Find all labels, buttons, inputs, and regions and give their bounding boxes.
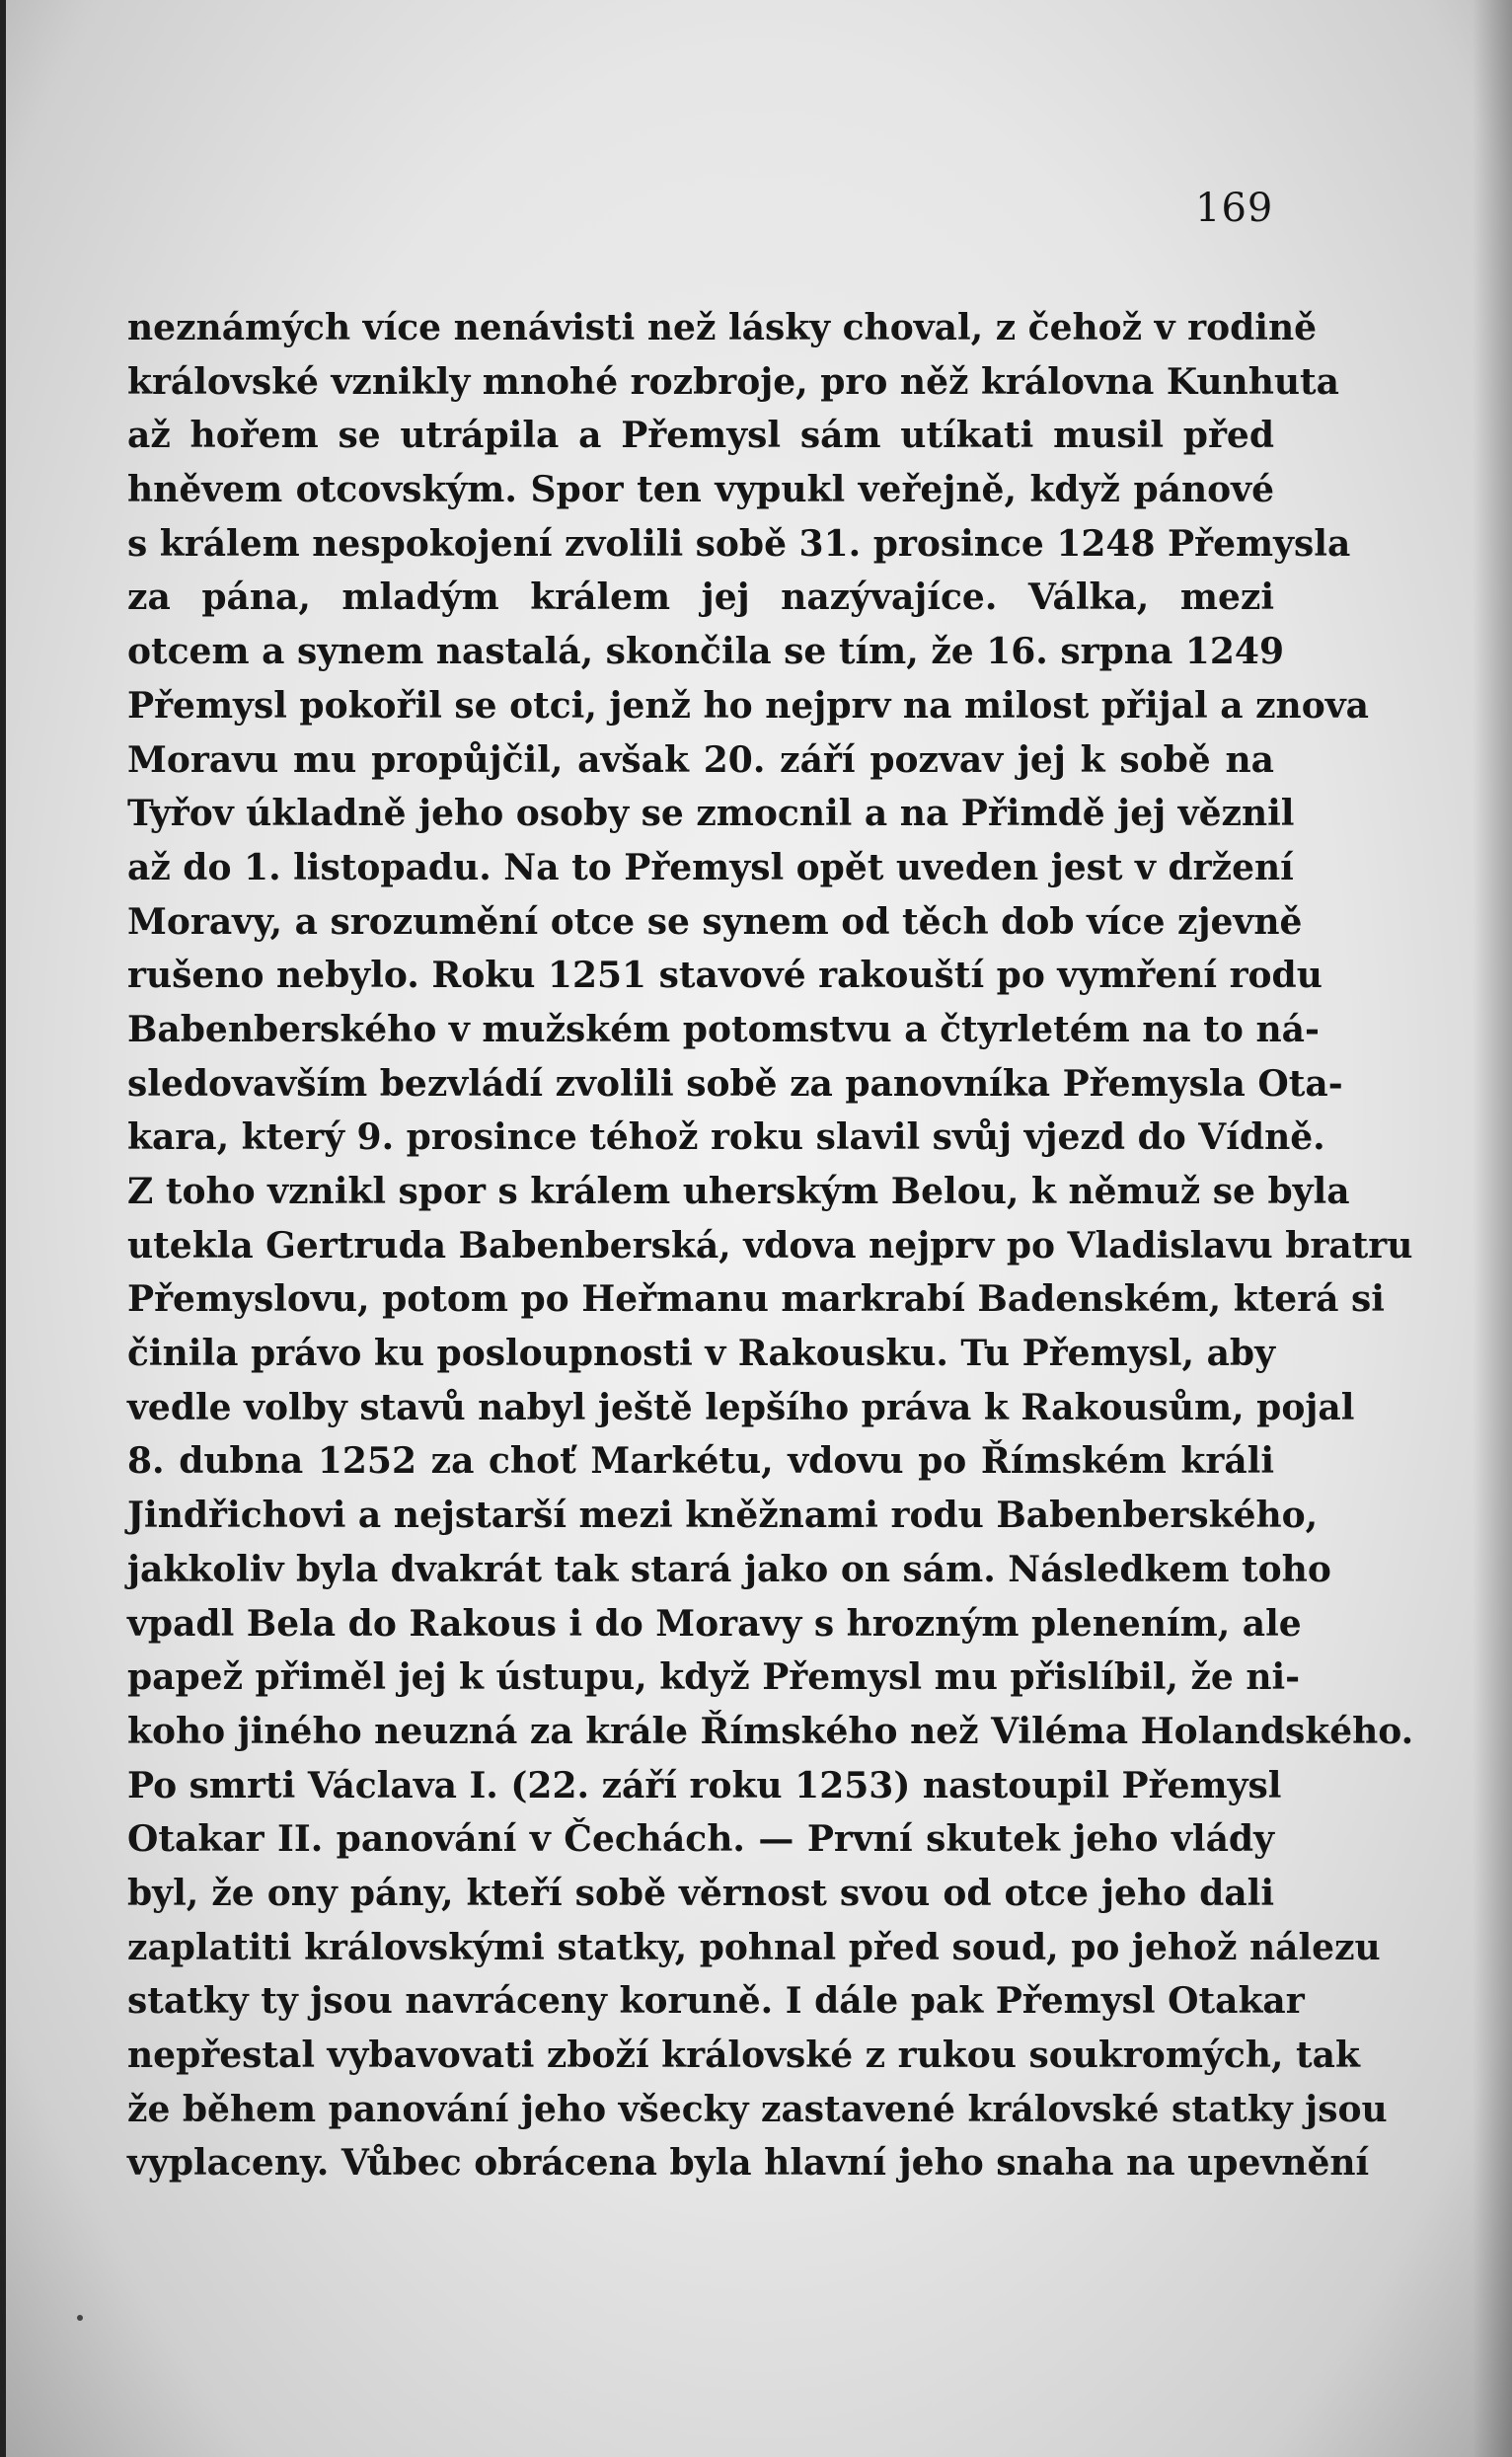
text-line: neznámých více nenávisti než lásky choval, z čehož v rodině: [127, 307, 1318, 348]
text-line: Po smrti Václava I. (22. září roku 1253) nastoupil Přemysl: [127, 1764, 1282, 1806]
text-line: činila právo ku posloupnosti v Rakousku. Tu Přemysl, aby: [127, 1333, 1276, 1375]
text-line: až hořem se utrápila a Přemysl sám utíkati musil před: [127, 415, 1274, 457]
text-line: nepřestal vybavovati zboží královské z rukou soukromých, tak: [127, 2035, 1360, 2076]
text-line: Z toho vznikl spor s králem uherským Belou, k němuž se byla: [127, 1171, 1350, 1212]
text-line: za pána, mladým králem jej nazývajíce. Válka, mezi: [127, 576, 1274, 619]
text-line: s králem nespokojení zvolili sobě 31. prosince 1248 Přemysla: [127, 522, 1351, 565]
page-edge-shadow: [1473, 0, 1512, 2457]
text-line: hněvem otcovským. Spor ten vypukl veřejně, když pánové: [127, 469, 1274, 511]
text-line: vyplaceny. Vůbec obrácena byla hlavní jeho snaha na upevnění: [127, 2142, 1370, 2185]
text-line: zaplatiti královskými statky, pohnal před soud, po jehož nálezu: [127, 1926, 1381, 1968]
page-number: 169: [1195, 186, 1274, 231]
text-line: kara, který 9. prosince téhož roku slavil svůj vjezd do Vídně.: [127, 1116, 1325, 1159]
text-line: koho jiného neuzná za krále Římského než Viléma Holandského.: [127, 1710, 1414, 1752]
text-line: Babenberského v mužském potomstvu a čtyrletém na to ná-: [127, 1008, 1320, 1050]
text-line: že během panování jeho všecky zastavené královské statky jsou: [127, 2088, 1388, 2130]
text-line: Tyřov úkladně jeho osoby se zmocnil a na Přimdě jej věznil: [127, 793, 1295, 835]
body-text: [127, 301, 1414, 2190]
text-line: královské vznikly mnohé rozbroje, pro něž královna Kunhuta: [127, 360, 1339, 403]
text-line: otcem a synem nastalá, skončila se tím, že 16. srpna 1249: [127, 631, 1285, 673]
text-line: statky ty jsou navráceny koruně. I dále pak Přemysl Otakar: [127, 1980, 1305, 2023]
text-line: Přemysl pokořil se otci, jenž ho nejprv na milost přijal a znova: [127, 684, 1369, 727]
text-line: jakkoliv byla dvakrát tak stará jako on sám. Následkem toho: [127, 1548, 1331, 1590]
text-line: Jindřichovi a nejstarší mezi kněžnami rodu Babenberského,: [127, 1495, 1319, 1537]
text-line: Moravu mu propůjčil, avšak 20. září pozvav jej k sobě na: [127, 738, 1274, 781]
text-line: vpadl Bela do Rakous i do Moravy s hrozným plenením, ale: [127, 1602, 1302, 1645]
text-line: Otakar II. panování v Čechách. — První skutek jeho vlády: [127, 1818, 1274, 1861]
text-line: 8. dubna 1252 za choť Markétu, vdovu po Římském králi: [127, 1440, 1274, 1483]
text-line: papež přiměl jej k ústupu, když Přemysl mu přislíbil, že ni-: [127, 1656, 1301, 1699]
text-line: byl, že ony pány, kteří sobě věrnost svou od otce jeho dali: [127, 1872, 1274, 1914]
text-line: utekla Gertruda Babenberská, vdova nejprv po Vladislavu bratru: [127, 1224, 1413, 1267]
text-line: rušeno nebylo. Roku 1251 stavové rakouští po vymření rodu: [127, 955, 1323, 997]
text-line: Přemyslovu, potom po Heřmanu markrabí Badenském, která si: [127, 1278, 1385, 1321]
ink-speck: [77, 2315, 83, 2321]
text-line: vedle volby stavů nabyl ještě lepšího práva k Rakousům, pojal: [127, 1386, 1355, 1428]
text-line: Moravy, a srozumění otce se synem od těch dob více zjevně: [127, 900, 1303, 943]
text-line: až do 1. listopadu. Na to Přemysl opět uveden jest v držení: [127, 846, 1294, 888]
text-line: sledovavším bezvládí zvolili sobě za panovníka Přemysla Ota-: [127, 1062, 1343, 1105]
